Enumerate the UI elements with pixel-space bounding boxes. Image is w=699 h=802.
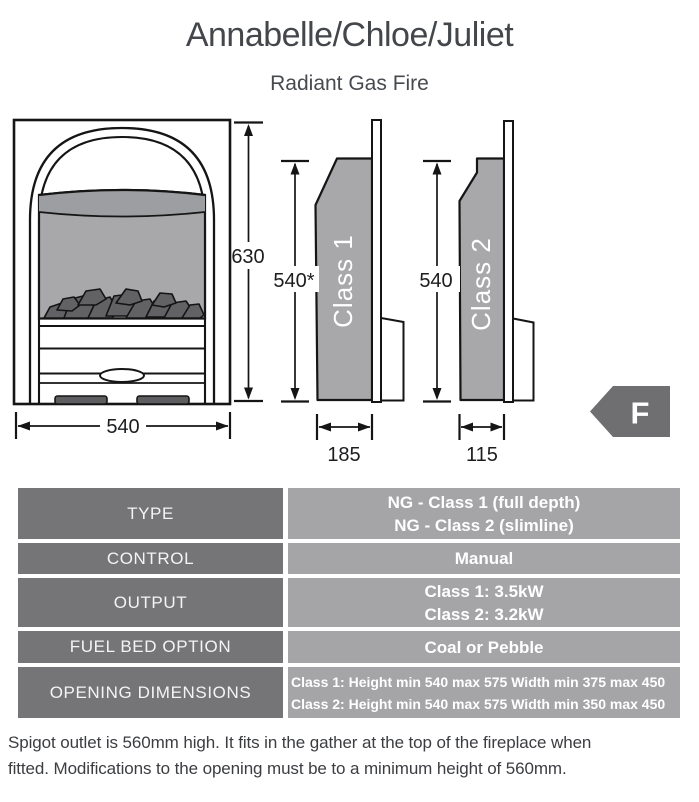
energy-rating-badge bbox=[590, 386, 670, 437]
spec-row-control bbox=[18, 543, 680, 574]
spec-value bbox=[288, 543, 680, 574]
spec-table bbox=[18, 488, 680, 722]
spec-value-line: NG - Class 2 (slimline) bbox=[394, 515, 574, 535]
dim-front-height-label: 630 bbox=[231, 246, 265, 268]
spec-value-line: NG - Class 1 (full depth) bbox=[387, 492, 581, 512]
spec-value bbox=[288, 667, 680, 718]
dim-class1-height-label: 540* bbox=[273, 270, 315, 292]
dim-front-width-label: 540 bbox=[106, 416, 140, 438]
dim-class2-width-label: 115 bbox=[466, 444, 498, 466]
spec-label: FUEL BED OPTION bbox=[18, 631, 283, 663]
spec-row-output bbox=[18, 578, 680, 627]
control-knob bbox=[100, 369, 144, 382]
spec-label: OPENING DIMENSIONS bbox=[18, 667, 283, 718]
dim-class1-width bbox=[317, 414, 372, 466]
dim-class1-width-label: 185 bbox=[327, 444, 361, 466]
energy-rating-letter: F bbox=[630, 395, 650, 431]
class2-profile-drawing bbox=[460, 121, 534, 402]
spec-value-line: Class 2: 3.2kW bbox=[424, 604, 544, 624]
dim-class1-height bbox=[269, 161, 319, 402]
spec-row-type bbox=[18, 488, 680, 539]
spec-label: CONTROL bbox=[18, 543, 283, 574]
spec-value-line: Coal or Pebble bbox=[424, 637, 544, 657]
page-title: Annabelle/Chloe/Juliet bbox=[185, 16, 514, 54]
dim-class2-height-label: 540 bbox=[419, 270, 453, 292]
front-view-drawing bbox=[14, 120, 230, 404]
footer-note-line2: fitted. Modifications to the opening must be to a minimum height of 560mm. bbox=[8, 759, 567, 778]
dim-front-width bbox=[16, 412, 230, 439]
footer-note-line1: Spigot outlet is 560mm high. It fits in the gather at the top of the fireplace when bbox=[8, 733, 592, 752]
class2-label: Class 2 bbox=[465, 237, 496, 331]
class1-label: Class 1 bbox=[327, 234, 358, 328]
spec-value-line: Class 1: Height min 540 max 575 Width min 375 max 450 bbox=[291, 673, 666, 690]
spec-value-line: Class 1: 3.5kW bbox=[424, 581, 544, 601]
dim-class2-height bbox=[413, 161, 460, 402]
dim-class2-width bbox=[460, 414, 505, 466]
spec-value bbox=[288, 488, 680, 539]
spec-row-fuel-bed bbox=[18, 631, 680, 663]
spec-value bbox=[288, 631, 680, 663]
class1-profile-drawing bbox=[316, 120, 404, 402]
spec-value-line: Manual bbox=[454, 549, 514, 568]
foot-right bbox=[137, 396, 189, 404]
footer-note bbox=[8, 730, 694, 782]
foot-left bbox=[55, 396, 107, 404]
spec-value bbox=[288, 578, 680, 627]
spec-label: TYPE bbox=[18, 488, 283, 539]
spec-value-line: Class 2: Height min 540 max 575 Width min 350 max 450 bbox=[291, 695, 666, 712]
spec-label: OUTPUT bbox=[18, 578, 283, 627]
page-subtitle: Radiant Gas Fire bbox=[270, 72, 429, 95]
spec-row-opening-dimensions bbox=[18, 667, 680, 718]
dim-front-height bbox=[231, 123, 265, 402]
